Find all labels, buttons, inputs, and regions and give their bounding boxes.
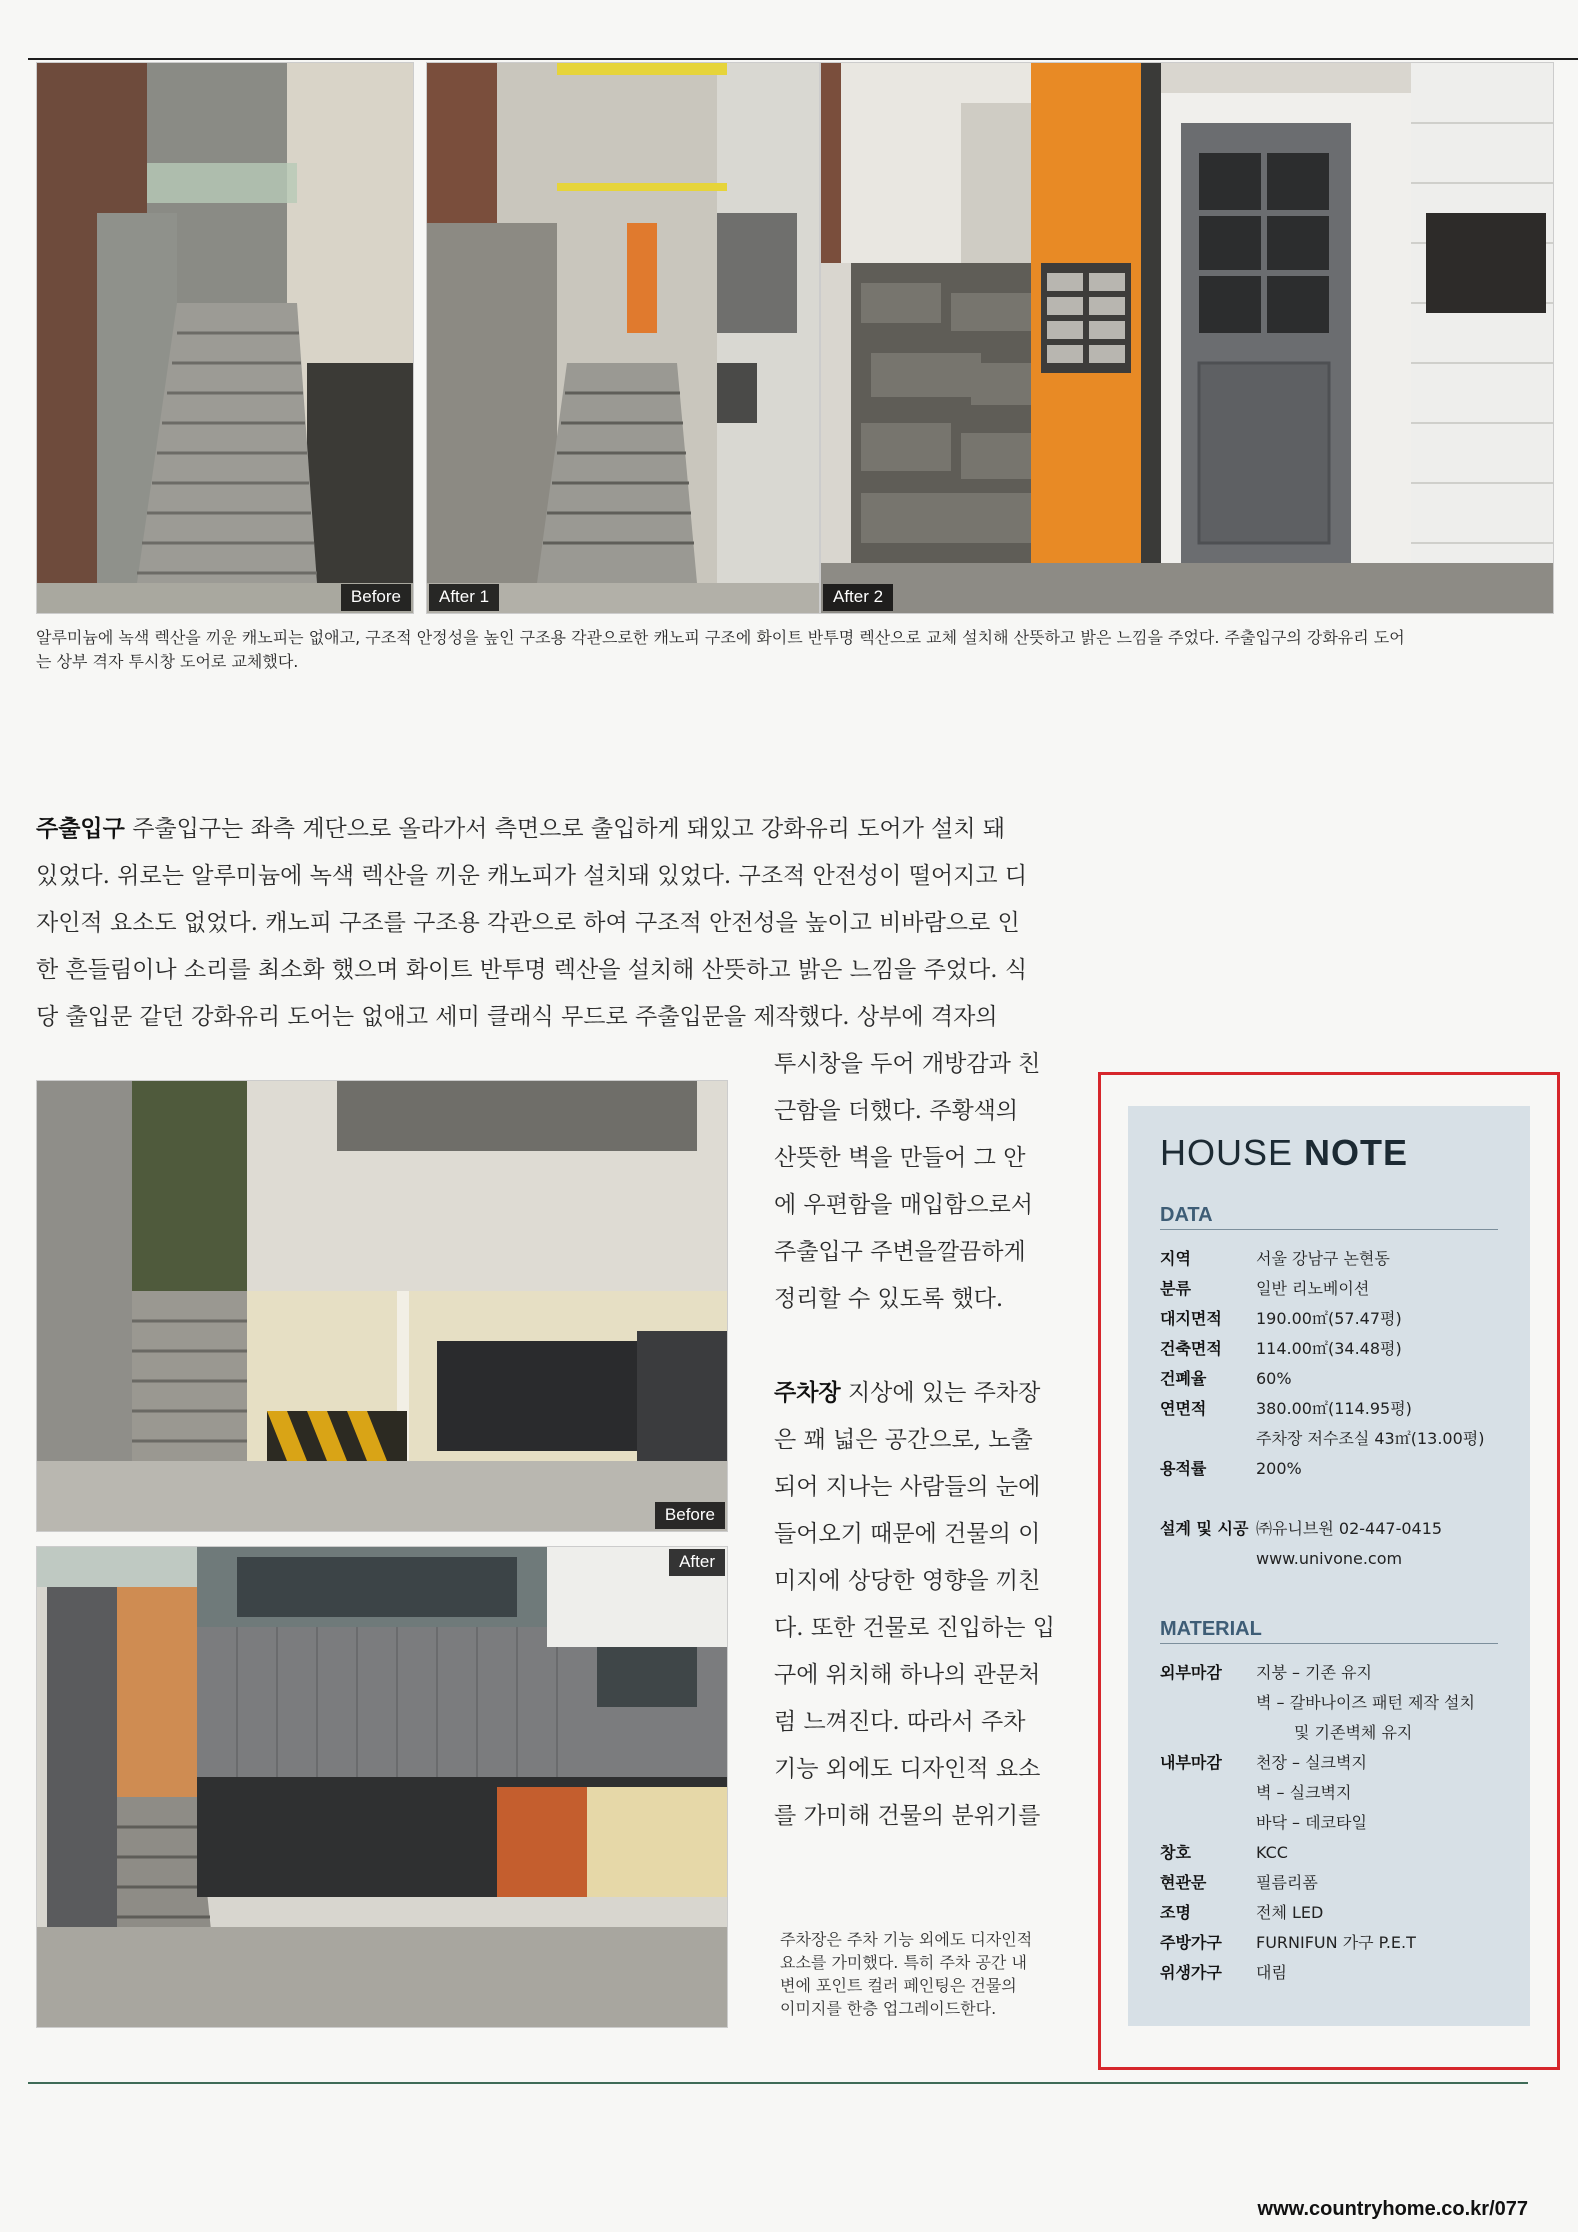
text-line: 정리할 수 있도록 했다. [774, 1286, 1004, 1312]
row-key: 지역 [1160, 1249, 1191, 1268]
data-row [1160, 1308, 1402, 1330]
photo-entrance-before [36, 62, 414, 614]
row-value: 필름리폼 [1256, 1873, 1318, 1892]
text-line: 되어 지나는 사람들의 눈에 [774, 1474, 1041, 1500]
top-rule [28, 58, 1578, 60]
text-line: 한 흔들림이나 소리를 최소화 했으며 화이트 반투명 렉산을 설치해 산뜻하고 밝은 느낌을 주었다. 식 [36, 957, 1028, 983]
row-value: 바닥 – 데코타일 [1256, 1813, 1367, 1832]
text-line: 다. 또한 건물로 진입하는 입 [774, 1615, 1055, 1641]
caption-line: 변에 포인트 컬러 페인팅은 건물의 [780, 1976, 1017, 1995]
parking-after-tag: After [669, 1549, 725, 1576]
narrow-column [774, 1041, 1064, 1840]
row-key: 건축면적 [1160, 1339, 1222, 1358]
data-row [1160, 1458, 1302, 1480]
material-row [1160, 1692, 1475, 1714]
row-value: 114.00㎡(34.48평) [1256, 1339, 1402, 1358]
material-section-heading: MATERIAL [1160, 1618, 1498, 1644]
text-line: 산뜻한 벽을 만들어 그 안 [774, 1145, 1026, 1171]
row-key: 조명 [1160, 1903, 1191, 1922]
row-key: 설계 및 시공 [1160, 1519, 1249, 1538]
text-line [36, 806, 1058, 853]
row-key: 주방가구 [1160, 1933, 1222, 1952]
row-key: 건폐율 [1160, 1369, 1207, 1388]
paragraph-gap [774, 1323, 1064, 1370]
material-row [1160, 1662, 1372, 1684]
material-row [1160, 1872, 1318, 1894]
parking-heading: 주차장 [774, 1380, 841, 1406]
row-value: 380.00㎡(114.95평) [1256, 1399, 1412, 1418]
data-row [1160, 1428, 1484, 1450]
row-value: 벽 – 갈바나이즈 패턴 제작 설치 [1256, 1693, 1475, 1712]
row-value: 60% [1256, 1369, 1292, 1388]
design-url: www.univone.com [1256, 1549, 1403, 1568]
row-value: ㈜유니브원 02-447-0415 [1256, 1519, 1443, 1538]
row-key: 연면적 [1160, 1399, 1207, 1418]
design-row [1160, 1518, 1442, 1540]
row-value: 주차장 저수조실 43㎡(13.00평) [1256, 1429, 1485, 1448]
text-run: 지상에 있는 주차장 [847, 1380, 1041, 1406]
data-row [1160, 1368, 1292, 1390]
text-line: 구에 위치해 하나의 관문처 [774, 1662, 1041, 1688]
parking-caption [780, 1928, 1062, 2020]
house-note-panel [1128, 1106, 1530, 2026]
row-key: 내부마감 [1160, 1753, 1222, 1772]
text-line: 기능 외에도 디자인적 요소 [774, 1756, 1041, 1782]
text-run: 주출입구는 좌측 계단으로 올라가서 측면으로 출입하게 돼있고 강화유리 도어가 설치 돼 [132, 816, 1006, 842]
photo-entrance-after2 [820, 62, 1554, 614]
row-key: 용적률 [1160, 1459, 1207, 1478]
caption-line: 주차장은 주차 기능 외에도 디자인적 [780, 1930, 1033, 1949]
row-value: FURNIFUN 가구 P.E.T [1256, 1933, 1416, 1952]
photo-parking-before [36, 1080, 728, 1532]
row-value: 190.00㎡(57.47평) [1256, 1309, 1402, 1328]
text-line: 주출입구 주변을깔끔하게 [774, 1239, 1026, 1265]
row-value: 일반 리노베이션 [1256, 1279, 1370, 1298]
text-line: 은 꽤 넓은 공간으로, 노출 [774, 1427, 1033, 1453]
row-value: 대림 [1256, 1963, 1287, 1982]
caption-line: 는 상부 격자 투시창 도어로 교체했다. [36, 652, 299, 671]
row-value: 벽 – 실크벽지 [1256, 1783, 1352, 1802]
text-line: 미지에 상당한 영향을 끼친 [774, 1568, 1041, 1594]
data-section-heading: DATA [1160, 1204, 1498, 1230]
title-light: HOUSE [1160, 1132, 1305, 1173]
data-row [1160, 1338, 1402, 1360]
entrance-heading: 주출입구 [36, 816, 125, 842]
parking-before-tag: Before [655, 1502, 725, 1529]
house-note-title [1160, 1132, 1408, 1174]
data-row [1160, 1278, 1369, 1300]
material-row [1160, 1782, 1351, 1804]
row-key: 창호 [1160, 1843, 1191, 1862]
row-value: 및 기존벽체 유지 [1294, 1723, 1413, 1742]
row-key: 현관문 [1160, 1873, 1207, 1892]
material-row [1160, 1962, 1287, 1984]
photo-entrance-after1 [426, 62, 820, 614]
photo-parking-after [36, 1546, 728, 2028]
text-line: 있었다. 위로는 알루미늄에 녹색 렉산을 끼운 캐노피가 설치돼 있었다. 구조적 안전성이 떨어지고 디 [36, 863, 1028, 889]
text-line: 들어오기 때문에 건물의 이 [774, 1521, 1041, 1547]
text-line: 당 출입문 같던 강화유리 도어는 없애고 세미 클래식 무드로 주출입문을 제작했다. 상부에 격자의 [36, 1004, 998, 1030]
text-line [774, 1370, 1064, 1417]
material-row [1160, 1842, 1288, 1864]
text-line: 근함을 더했다. 주황색의 [774, 1098, 1019, 1124]
caption-line: 요소를 가미했다. 특히 주차 공간 내 [780, 1953, 1027, 1972]
caption-line: 알루미늄에 녹색 렉산을 끼운 캐노피는 없애고, 구조적 안정성을 높인 구조용 각관으로한 캐노피 구조에 화이트 반투명 렉산으로 교체 설치해 산뜻하고 밝은 느낌을 주었다. 주출입구의 강화유리 도어 [36, 628, 1405, 647]
text-line: 에 우편함을 매입함으로서 [774, 1192, 1034, 1218]
text-line: 를 가미해 건물의 분위기를 [774, 1803, 1041, 1829]
row-value: 천장 – 실크벽지 [1256, 1753, 1367, 1772]
row-value: 전체 LED [1256, 1903, 1324, 1922]
row-value: 지붕 – 기존 유지 [1256, 1663, 1372, 1682]
footer-page-url: www.countryhome.co.kr/077 [1257, 2198, 1528, 2220]
entrance-paragraph [36, 806, 1058, 1041]
material-row [1160, 1932, 1416, 1954]
text-line: 투시창을 두어 개방감과 친 [774, 1051, 1041, 1077]
material-row [1160, 1812, 1367, 1834]
row-value: 서울 강남구 논현동 [1256, 1249, 1390, 1268]
after2-tag: After 2 [823, 584, 893, 611]
photo-caption-top [36, 626, 1536, 674]
footer-rule [28, 2082, 1528, 2084]
row-key: 대지면적 [1160, 1309, 1222, 1328]
row-value: 200% [1256, 1459, 1302, 1478]
caption-line: 이미지를 한층 업그레이드한다. [780, 1999, 997, 2018]
design-url-row [1160, 1548, 1402, 1570]
text-line: 자인적 요소도 없었다. 캐노피 구조를 구조용 각관으로 하여 구조적 안전성을 높이고 비바람으로 인 [36, 910, 1020, 936]
data-row [1160, 1248, 1390, 1270]
row-key: 위생가구 [1160, 1963, 1222, 1982]
text-line: 럼 느껴진다. 따라서 주차 [774, 1709, 1026, 1735]
title-bold: NOTE [1304, 1132, 1409, 1173]
before-tag: Before [341, 584, 411, 611]
material-row [1160, 1902, 1323, 1924]
after1-tag: After 1 [429, 584, 499, 611]
material-row [1160, 1752, 1367, 1774]
row-key: 분류 [1160, 1279, 1191, 1298]
data-row [1160, 1398, 1412, 1420]
row-key: 외부마감 [1160, 1663, 1222, 1682]
material-row [1160, 1722, 1412, 1744]
row-value: KCC [1256, 1843, 1288, 1862]
